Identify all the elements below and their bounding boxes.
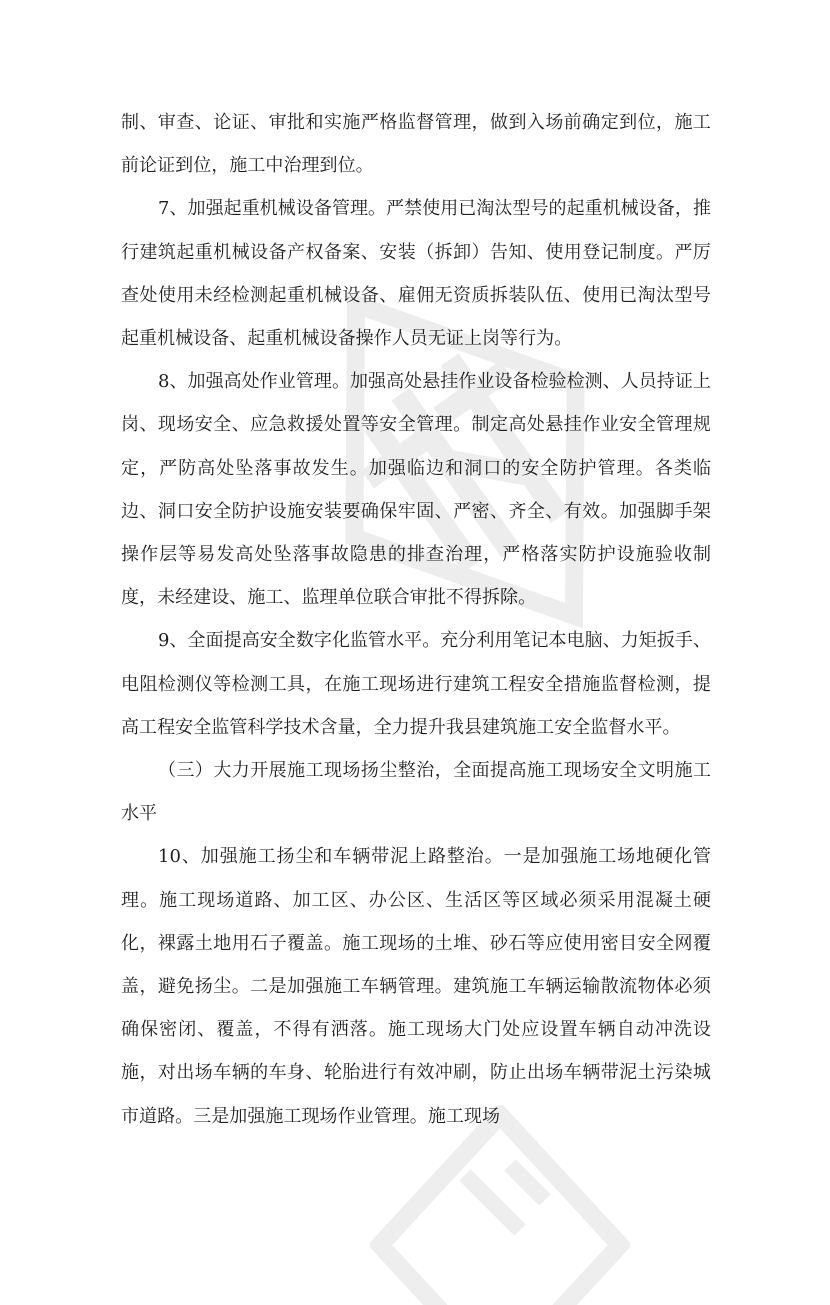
paragraph-continuation: 制、审查、论证、审批和实施严格监督管理，做到入场前确定到位，施工前论证到位，施工中治理到位。	[121, 112, 711, 177]
paragraph-item-8: 8、加强高处作业管理。加强高处悬挂作业设备检验检测、人员持证上岗、现场安全、应急救援处置等安全管理。制定高处悬挂作业安全管理规定，严防高处坠落事故发生。加强临边和洞口的安全防护管理。各类临边、洞口安全防护设施安装要确保牢固、严密、齐全、有效。加强脚手架操作层等易发高处坠落事故隐患的排查治理，严格落实防护设施验收制度，未经建设、施工、监理单位联合审批不得拆除。	[121, 371, 711, 609]
document-body	[121, 101, 711, 1138]
paragraph-item-9: 9、全面提高安全数字化监管水平。充分利用笔记本电脑、力矩扳手、电阻检测仪等检测工具，在施工现场进行建筑工程安全措施监督检测，提高工程安全监管科学技术含量，全力提升我县建筑施工安全监督水平。	[121, 630, 711, 738]
paragraph-item-10: 10、加强施工扬尘和车辆带泥上路整治。一是加强施工场地硬化管理。施工现场道路、加工区、办公区、生活区等区域必须采用混凝土硬化，裸露土地用石子覆盖。施工现场的土堆、砂石等应使用密目安全网覆盖，避免扬尘。二是加强施工车辆管理。建筑施工车辆运输散流物体必须确保密闭、覆盖，不得有洒落。施工现场大门处应设置车辆自动冲洗设施，对出场车辆的车身、轮胎进行有效冲刷，防止出场车辆带泥土污染城市道路。三是加强施工现场作业管理。施工现场	[121, 846, 711, 1127]
paragraph-item-7: 7、加强起重机械设备管理。严禁使用已淘汰型号的起重机械设备，推行建筑起重机械设备产权备案、安装（拆卸）告知、使用登记制度。严厉查处使用未经检测起重机械设备、雇佣无资质拆装队伍、使用已淘汰型号起重机械设备、起重机械设备操作人员无证上岗等行为。	[121, 198, 711, 350]
section-heading-3: （三）大力开展施工现场扬尘整治，全面提高施工现场安全文明施工水平	[121, 760, 711, 825]
